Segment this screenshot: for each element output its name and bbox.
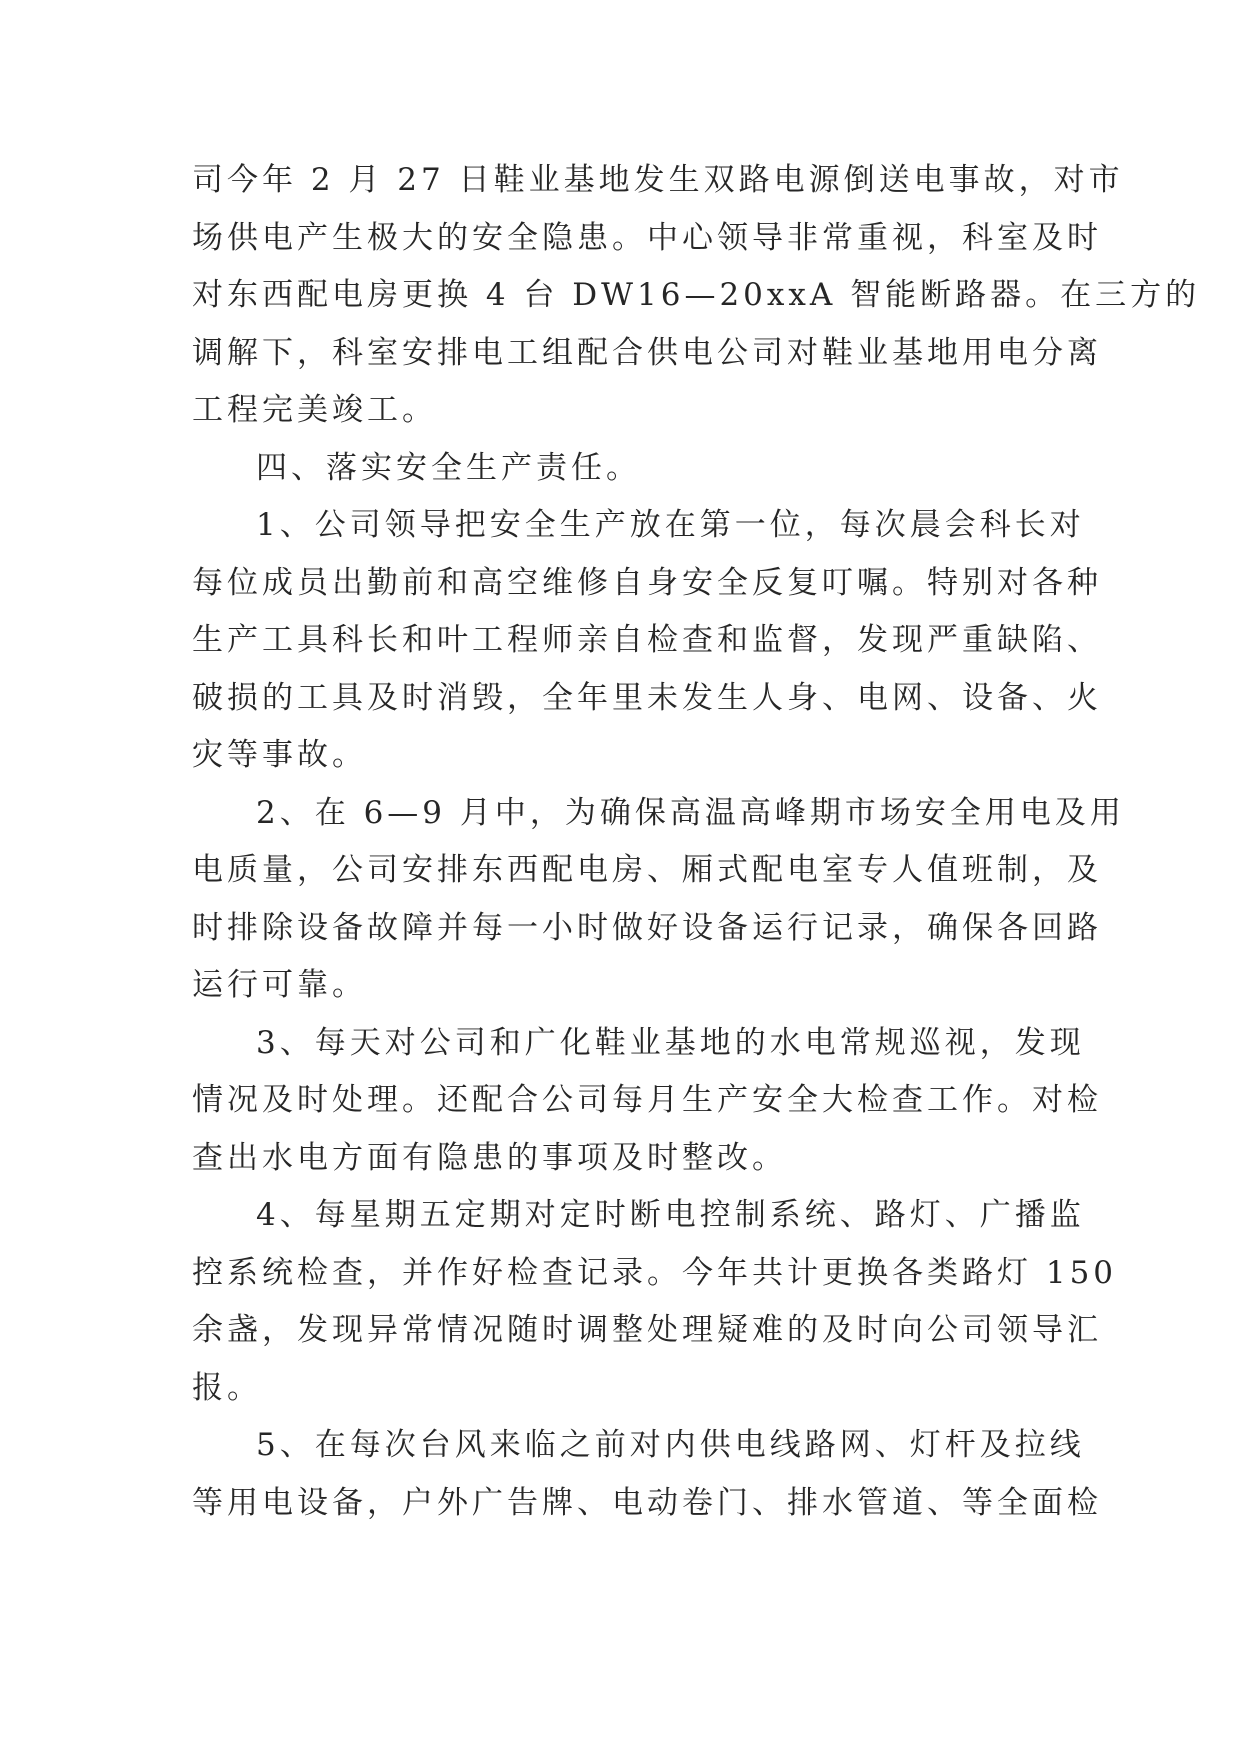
- text-line: 生产工具科长和叶工程师亲自检查和监督，发现严重缺陷、: [192, 622, 1102, 658]
- text-line: 2、在 6—9 月中，为确保高温高峰期市场安全用电及用: [256, 794, 1125, 831]
- text-line: 查出水电方面有隐患的事项及时整改。: [192, 1139, 787, 1176]
- text-line: 时排除设备故障并每一小时做好设备运行记录，确保各回路: [192, 909, 1102, 946]
- text-line: 3、每天对公司和广化鞋业基地的水电常规巡视，发现: [256, 1024, 1085, 1061]
- document-body: [192, 152, 1201, 1532]
- text-line: 每位成员出勤前和高空维修自身安全反复叮嘱。特别对各种: [192, 564, 1102, 601]
- section-heading: 四、落实安全生产责任。: [256, 449, 641, 486]
- text-line: 1、公司领导把安全生产放在第一位，每次晨会科长对: [256, 507, 1085, 543]
- text-line: 对东西配电房更换 4 台 DW16—20xxA 智能断路器。在三方的: [192, 277, 1201, 313]
- text-line: 5、在每次台风来临之前对内供电线路网、灯杆及拉线: [256, 1427, 1085, 1463]
- text-line: 调解下，科室安排电工组配合供电公司对鞋业基地用电分离: [192, 334, 1102, 371]
- text-line: 运行可靠。: [192, 967, 367, 1003]
- text-line: 灾等事故。: [192, 737, 367, 773]
- text-line: 情况及时处理。还配合公司每月生产安全大检查工作。对检: [192, 1082, 1102, 1118]
- text-line: 等用电设备，户外广告牌、电动卷门、排水管道、等全面检: [192, 1484, 1102, 1521]
- text-line: 工程完美竣工。: [192, 392, 437, 428]
- text-line: 4、每星期五定期对定时断电控制系统、路灯、广播监: [256, 1197, 1085, 1233]
- text-line: 电质量，公司安排东西配电房、厢式配电室专人值班制，及: [192, 852, 1102, 888]
- text-line: 余盏，发现异常情况随时调整处理疑难的及时向公司领导汇: [192, 1312, 1102, 1348]
- text-line: 场供电产生极大的安全隐患。中心领导非常重视，科室及时: [192, 219, 1102, 256]
- text-line: 报。: [192, 1369, 262, 1406]
- text-line: 司今年 2 月 27 日鞋业基地发生双路电源倒送电事故，对市: [192, 162, 1124, 198]
- text-line: 破损的工具及时消毁，全年里未发生人身、电网、设备、火: [192, 679, 1102, 716]
- text-line: 控系统检查，并作好检查记录。今年共计更换各类路灯 150: [192, 1254, 1118, 1291]
